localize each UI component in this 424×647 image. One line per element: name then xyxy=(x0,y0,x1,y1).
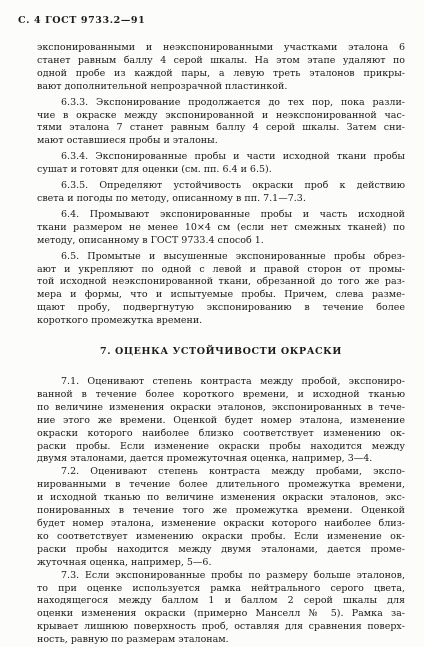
paragraph-7-1 xyxy=(37,376,405,466)
text-line: той исходной неэкспонированной ткани, обрезанной до того же раз- xyxy=(37,276,405,288)
text-line: экспонированными и неэкспонированными участками эталона 6 xyxy=(37,42,405,53)
text-line: мера и формы, что и испытуемые пробы. Причем, слева разме- xyxy=(37,289,405,301)
paragraph-7-2 xyxy=(37,466,405,569)
text-line: методу, описанному в ГОСТ 9733.4 способ 1. xyxy=(37,234,264,246)
text-line: щают пробу, подвергнутую экспонированию в течение более xyxy=(37,302,405,314)
text-line: ние этого же времени. Оценкой будет номер эталона, изменение xyxy=(37,414,405,426)
text-line: 6.3.3. Экспонирование продолжается до тех пор, пока разли- xyxy=(61,96,405,108)
paragraph-6-3-5 xyxy=(37,180,405,206)
text-line: 7.3. Если экспонированные пробы по размеру больше эталонов, xyxy=(61,569,405,581)
text-line: раски пробы находится между двумя эталонами, дается проме- xyxy=(37,543,405,555)
text-line: тями эталона 7 станет равным баллу 4 серой шкалы. Затем сни- xyxy=(37,122,405,134)
text-line: 6.4. Промывают экспонированные пробы и часть исходной xyxy=(61,208,405,220)
document-body xyxy=(37,42,405,647)
text-line: жуточная оценка, например, 5—6. xyxy=(37,556,212,568)
text-line: одной пробе из каждой пары, а левую треть эталонов прикры- xyxy=(37,67,405,79)
text-line: вают дополнительной непрозрачной пластинкой. xyxy=(37,80,288,92)
text-line: 6.3.4. Экспонированные пробы и части исходной ткани пробы xyxy=(61,151,405,163)
paragraph-6-4 xyxy=(37,209,405,248)
text-line: ают и укрепляют по одной с левой и правой сторон от промы- xyxy=(37,263,405,275)
paragraph-7-3 xyxy=(37,570,405,647)
text-line: короткого промежутка времени. xyxy=(37,315,203,327)
text-line: окраски которого наиболее близко соответствует изменению ок- xyxy=(37,427,405,439)
text-line: понированных в течение того же промежутка времени. Оценкой xyxy=(37,505,405,517)
text-line: нированными в течение более длительного промежутка времени, xyxy=(37,479,405,491)
text-line: 7.1. Оценивают степень контраста между пробой, экспониро- xyxy=(61,376,405,388)
text-line: ванной в течение более короткого времени, и исходной тканью xyxy=(37,388,405,400)
text-line: 7.2. Оценивают степень контраста между пробами, экспо- xyxy=(61,466,405,478)
text-line: ко соответствует изменению окраски пробы. Если изменение ок- xyxy=(37,530,405,542)
paragraph-6-5 xyxy=(37,251,405,328)
text-line: сушат и готовят для оценки (см. пп. 6.4 и 6.5). xyxy=(37,164,272,176)
text-line: крывает лишнюю поверхность проб, оставляя для сравнения поверх- xyxy=(37,621,405,633)
text-line: ткани размером не менее 10×4 см (если нет смежных тканей) по xyxy=(37,221,405,233)
text-line: находящегося между баллом 1 и баллом 2 серой шкалы для xyxy=(37,595,405,607)
text-line: чие в окраске между экспонированной и неэкспонированной час- xyxy=(37,109,405,121)
text-line: раски пробы. Если изменение окраски пробы находится между xyxy=(37,440,405,452)
text-line: двумя эталонами, дается промежуточная оценка, например, 3—4. xyxy=(37,453,373,465)
text-line: и исходной тканью по величине изменения окраски эталонов, экс- xyxy=(37,492,405,504)
paragraph-6-3-4 xyxy=(37,151,405,177)
text-line: будет номер эталона, изменение окраски которого наиболее близ- xyxy=(37,518,405,529)
text-line: мают оставшиеся пробы и эталоны. xyxy=(37,135,218,147)
text-line: то при оценке используется рамка нейтрального серого цвета, xyxy=(37,582,405,594)
text-line: оценки изменения окраски (примерно Манселл № 5). Рамка за- xyxy=(37,608,405,620)
text-line: по величине изменения окраски эталонов, экспонированных в тече- xyxy=(37,401,405,413)
paragraph xyxy=(37,42,405,94)
text-line: ность, равную по размерам эталонам. xyxy=(37,634,229,646)
text-line: света и погоды по методу, описанному в пп. 7.1—7.3. xyxy=(37,192,306,204)
section-heading: 7. ОЦЕНКА УСТОЙЧИВОСТИ ОКРАСКИ xyxy=(99,346,343,358)
paragraph-6-3-3 xyxy=(37,97,405,149)
page-header: С. 4 ГОСТ 9733.2—91 xyxy=(18,15,146,26)
text-line: 6.3.5. Определяют устойчивость окраски проб к действию xyxy=(61,180,405,192)
text-line: 6.5. Промытые и высушенные экспонированные пробы обрез- xyxy=(61,250,405,262)
text-line: станет равным баллу 4 серой шкалы. На этом этапе удаляют по xyxy=(37,54,405,66)
